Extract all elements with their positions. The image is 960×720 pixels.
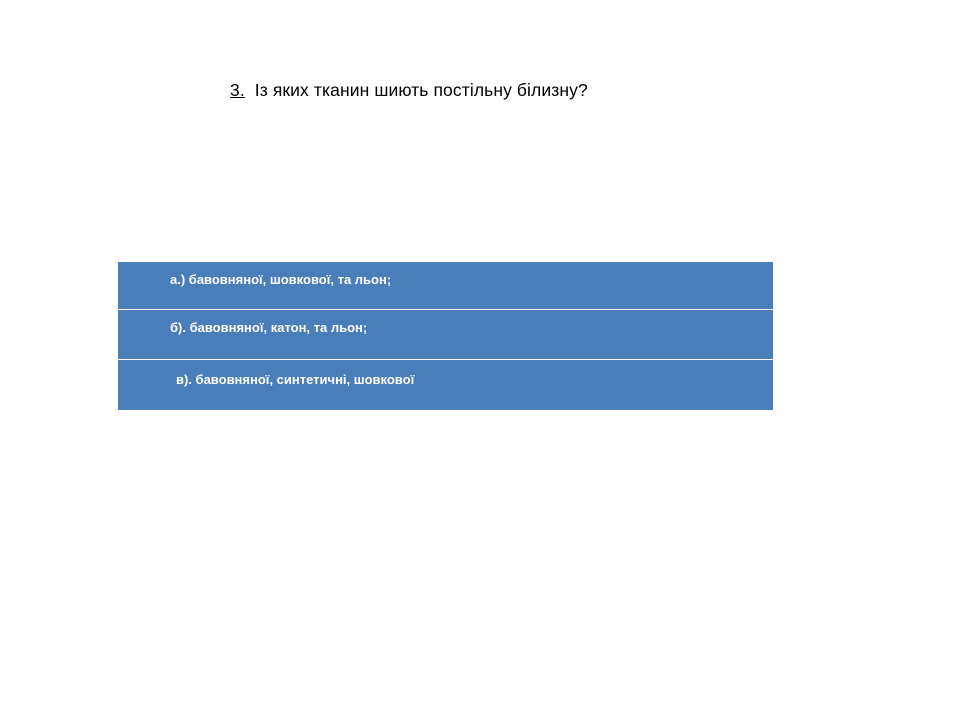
question-number: 3. xyxy=(230,80,245,100)
answer-option-v[interactable] xyxy=(118,360,773,410)
answer-options-list xyxy=(118,262,773,410)
answer-option-b-label: б). бавовняної, катон, та льон; xyxy=(170,320,368,335)
answer-option-a-label: а.) бавовняної, шовкової, та льон; xyxy=(170,272,392,287)
question-text: Із яких тканин шиють постільну білизну? xyxy=(254,80,588,100)
answer-option-a[interactable] xyxy=(118,262,773,310)
answer-option-b[interactable] xyxy=(118,310,773,360)
question-line xyxy=(230,80,588,101)
answer-option-v-label: в). бавовняної, синтетичні, шовкової xyxy=(176,372,415,387)
